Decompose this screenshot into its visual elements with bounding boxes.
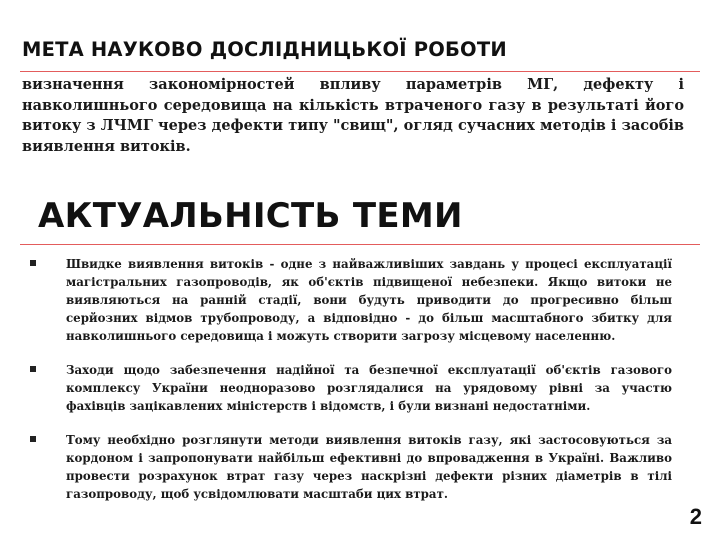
bullet-text: Швидке виявлення витоків - одне з найважливіших завдань у процесі експлуатації магістральних газопроводів, як об'єктів підвищеної небезпеки. Якщо витоки не виявляються на ранній стадії, вони будуть приводити до прогресивно більш серйозних відмов трубопроводу, а відповідно - до більш масштабного збитку для навколишнього середовища і можуть створити загрозу місцевому населенню. [66,257,672,343]
square-bullet-icon [30,436,36,442]
square-bullet-icon [30,366,36,372]
bullet-list [22,255,672,519]
title-divider [20,71,700,72]
square-bullet-icon [30,260,36,266]
bullet-item [22,431,672,503]
bullet-text: Заходи щодо забезпечення надійної та безпечної експлуатації об'єктів газового комплексу України неодноразово розглядалися на урядовому рівні за участю фахівців зацікавлених міністерств і відомств, і були визнані недостатніми. [66,363,672,413]
section-heading: АКТУАЛЬНІСТЬ ТЕМИ [38,196,463,236]
bullet-item [22,361,672,415]
bullet-text: Тому необхідно розглянути методи виявлення витоків газу, які застосовуються за кордоном і запропонувати найбільш ефективні до впровадження в Україні. Важливо провести розрахунок втрат газу через наскрізні дефекти різних діаметрів в тілі газопроводу, щоб усвідомлювати масштаби цих втрат. [66,433,672,501]
section-divider [20,244,700,245]
intro-paragraph: визначення закономірностей впливу параметрів МГ, дефекту і навколишнього середовища на кількість втраченого газу в результаті його витоку з ЛЧМГ через дефекти типу "свищ", огляд сучасних методів і засобів виявлення витоків. [22,76,684,155]
bullet-item [22,255,672,345]
slide-title: МЕТА НАУКОВО ДОСЛІДНИЦЬКОЇ РОБОТИ [22,38,507,61]
page-number: 2 [689,504,702,529]
